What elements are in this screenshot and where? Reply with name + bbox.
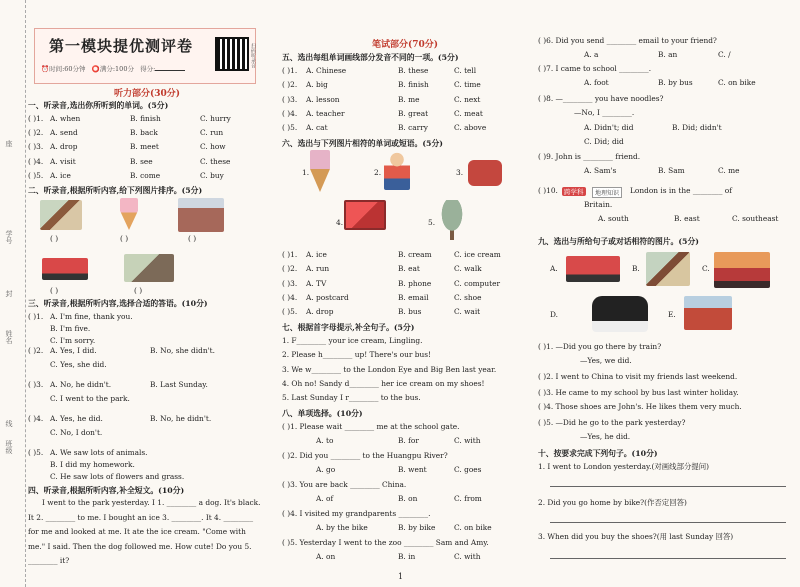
q3-option-a-1: A. I'm fine, thank you.: [50, 312, 133, 321]
q8-option-b-10: B. east: [674, 214, 700, 223]
q6-option-c-3: C. computer: [454, 278, 501, 288]
q10-item-1: 1. I went to London yesterday.(对画线部分提问): [538, 462, 710, 471]
q6-option-a-5: A. drop: [306, 307, 334, 317]
q8-option-c-3: C. from: [454, 494, 482, 503]
q8-question-10[interactable]: ( )10.: [538, 186, 558, 195]
q6-option-a-3: A. TV: [306, 278, 327, 288]
q8-option-b-1: B. for: [398, 436, 419, 445]
q8-question-4[interactable]: ( )4. I visited my grandparents ________.: [282, 509, 431, 518]
q5-number-2[interactable]: ( )2.: [282, 80, 298, 90]
q3-option-a-2: A. Yes, I did.: [50, 346, 97, 355]
q6-number-1[interactable]: ( )1.: [282, 250, 298, 259]
great-wall-image: [40, 200, 82, 230]
pic-label-4: 4.: [336, 218, 344, 227]
q2-blank-4[interactable]: ( ): [50, 286, 59, 295]
q3-option-c-3: C. I went to the park.: [50, 394, 130, 403]
q7-item-5[interactable]: 5. Last Sunday I r________ to the bus.: [282, 393, 421, 403]
q5-option-a-5: A. cat: [306, 123, 328, 133]
train-picture: [714, 252, 770, 288]
qr-code[interactable]: [215, 37, 256, 71]
q9-label-d: D.: [550, 310, 559, 319]
q5-option-a-1: A. Chinese: [306, 66, 347, 75]
q5-option-b-2: B. finish: [398, 80, 429, 90]
written-heading: 笔试部分(70分): [371, 40, 439, 50]
q6-number-2[interactable]: ( )2.: [282, 264, 298, 274]
telephone-picture: [468, 160, 502, 186]
q5-number-3[interactable]: ( )3.: [282, 94, 298, 104]
q10-answer-line-3[interactable]: [550, 558, 786, 559]
class-label: 班级: [5, 440, 13, 454]
q1-option-b-4: B. see: [130, 156, 153, 166]
tree-picture: [436, 200, 468, 240]
q2-blank-3[interactable]: ( ): [188, 234, 197, 243]
q1-option-b-3: B. meet: [130, 142, 159, 152]
q9-item-4[interactable]: ( )3. He came to my school by bus last winter holiday.: [538, 388, 739, 397]
q1-option-c-2: C. run: [200, 128, 224, 138]
q5-option-a-2: A. big: [306, 80, 328, 90]
q3-option-c-1: C. I'm sorry.: [50, 336, 96, 345]
q5-option-c-1: C. tell: [454, 66, 477, 75]
q10-title: 十、按要求完成下列句子。(10分): [538, 449, 658, 458]
q7-title: 七、根据首字母提示,补全句子。(5分): [282, 323, 415, 332]
q9-label-b: B.: [632, 264, 640, 273]
q8-option-a-6: A. a: [584, 50, 599, 59]
q3-option-a-4: A. Yes, he did.: [50, 414, 103, 423]
q8-question-1[interactable]: ( )1. Please wait ________ me at the school gate.: [282, 422, 460, 431]
exam-meta: [41, 63, 185, 73]
q6-option-a-4: A. postcard: [306, 292, 349, 302]
q1-number-4[interactable]: ( )4.: [28, 156, 44, 166]
q5-number-1[interactable]: ( )1.: [282, 66, 298, 75]
q6-option-b-4: B. email: [398, 292, 429, 302]
q3-option-a-3: A. No, he didn't.: [50, 380, 112, 389]
q8-question-line2-8: —No, I ________.: [574, 108, 635, 117]
q8-question-7[interactable]: ( )7. I came to school ________.: [538, 64, 652, 73]
q3-title: 三、听录音,根据所听内容,选择合适的答语。(10分): [28, 299, 208, 308]
running-boy-picture: [384, 152, 410, 190]
q8-option-b-9: B. Sam: [658, 166, 685, 175]
q8-question-rest-10: London is in the ________ of: [630, 186, 732, 195]
shoes-picture: [592, 296, 648, 332]
q9-label-a: A.: [550, 264, 558, 273]
pic-label-1: 1.: [302, 168, 310, 177]
q5-option-c-2: C. time: [454, 80, 481, 90]
q9-title: 九、选出与所给句子或对话相符的图片。(5分): [538, 237, 699, 246]
q3-number-1[interactable]: ( )1.: [28, 312, 44, 321]
q8-option-a-2: A. go: [316, 465, 336, 474]
q2-title: 二、听录音,根据所听内容,给下列图片排序。(5分): [28, 186, 203, 195]
scenery-image: [124, 254, 174, 282]
time-label: ⏰时间:60分钟: [41, 65, 86, 73]
q6-option-b-2: B. eat: [398, 264, 420, 274]
q8-question-5[interactable]: ( )5. Yesterday I went to the zoo ________ Sam and Amy.: [282, 538, 489, 547]
q1-option-c-1: C. hurry: [200, 114, 231, 123]
q2-blank-2[interactable]: ( ): [120, 234, 129, 243]
q8-option-b-8: B. Did; didn't: [672, 123, 722, 132]
q6-option-c-1: C. ice cream: [454, 250, 501, 259]
q1-number-1[interactable]: ( )1.: [28, 114, 44, 123]
page-title: 第一模块提优测评卷: [49, 37, 194, 55]
q5-number-5[interactable]: ( )5.: [282, 123, 298, 133]
q7-item-3[interactable]: 3. We w________ to the London Eye and Big Ben last year.: [282, 364, 497, 374]
q6-title: 六、选出与下列图片相符的单词或短语。(5分): [282, 139, 443, 148]
q9-item-1[interactable]: ( )1. —Did you go there by train?: [538, 342, 662, 351]
q6-option-c-2: C. walk: [454, 264, 482, 274]
q6-option-a-1: A. ice: [306, 250, 327, 259]
q9-item-2: —Yes, we did.: [580, 356, 632, 365]
score-label: ⭕满分:100分: [91, 65, 134, 73]
q8-option-b-6: B. an: [658, 50, 678, 59]
q8-question-line2-10: Britain.: [584, 200, 613, 209]
q7-item-1[interactable]: 1. F________ your ice cream, Lingling.: [282, 336, 423, 345]
q9-label-e: E.: [668, 310, 676, 319]
q5-option-b-3: B. me: [398, 94, 420, 104]
q3-number-2[interactable]: ( )2.: [28, 346, 44, 355]
title-box: [34, 28, 256, 84]
q8-option-b-4: B. by bike: [398, 523, 436, 532]
qr-note: 扫码听录音: [250, 43, 256, 68]
q8-option-a-9: A. Sam's: [584, 166, 617, 175]
q8-question-8[interactable]: ( )8. —________ you have noodles?: [538, 94, 664, 103]
q8-option-a-10: A. south: [598, 214, 629, 223]
q1-option-a-1: A. when: [50, 114, 81, 123]
q3-number-4[interactable]: ( )4.: [28, 414, 44, 423]
seat-label: 座: [5, 140, 13, 147]
pic-label-3: 3.: [456, 168, 464, 177]
q1-option-a-2: A. send: [50, 128, 78, 138]
q8-option-c-10: C. southeast: [732, 214, 779, 223]
q5-option-c-4: C. meat: [454, 108, 483, 118]
q5-option-a-4: A. teacher: [306, 108, 345, 118]
q5-option-b-5: B. carry: [398, 123, 428, 133]
q3-option-b-4: B. No, he didn't.: [150, 414, 212, 423]
q10-answer-line-2[interactable]: [550, 522, 786, 523]
q6-option-b-5: B. bus: [398, 307, 422, 317]
q3-option-b-3: B. Last Sunday.: [150, 380, 208, 389]
q10-item-3: 3. When did you buy the shoes?(用 last Sunday 回答): [538, 532, 734, 541]
q8-option-b-3: B. on: [398, 494, 418, 503]
q7-item-4[interactable]: 4. Oh no! Sandy d________ her ice cream on my shoes!: [282, 378, 485, 388]
q3-option-c-4: C. No, I don't.: [50, 428, 103, 437]
q1-option-b-2: B. back: [130, 128, 158, 138]
temple-picture: [684, 296, 732, 330]
q2-blank-5[interactable]: ( ): [134, 286, 143, 295]
q10-item-2: 2. Did you go home by bike?(作否定回答): [538, 498, 687, 507]
q1-number-3[interactable]: ( )3.: [28, 142, 44, 152]
q8-option-a-5: A. on: [316, 552, 336, 561]
ice-cream-image: [120, 198, 138, 230]
q9-item-5[interactable]: ( )4. Those shoes are John's. He likes them very much.: [538, 402, 742, 411]
line-label: 线: [5, 420, 13, 427]
q8-question-2[interactable]: ( )2. Did you ________ to the Huangpu River?: [282, 451, 448, 460]
q1-option-c-5: C. buy: [200, 170, 224, 180]
q1-title: 一、听录音,选出你所听到的单词。(5分): [28, 101, 169, 110]
pic-label-5: 5.: [428, 218, 436, 227]
q8-option-c-5: C. with: [454, 552, 481, 561]
great-wall-picture: [646, 252, 690, 286]
q8-option-c-2: C. goes: [454, 465, 482, 474]
student-no-label: 学号: [5, 230, 13, 244]
page-number: 1: [398, 572, 404, 581]
q6-number-3[interactable]: ( )3.: [282, 278, 298, 288]
castle-image: [178, 198, 224, 232]
q8-option-c-6: C. /: [718, 50, 731, 59]
column-1: [28, 0, 266, 587]
q8-question-6[interactable]: ( )6. Did you send ________ email to your friend?: [538, 36, 717, 45]
q8-option-a-4: A. by the bike: [316, 523, 368, 532]
q8-option-a-8: A. Didn't; did: [584, 123, 634, 132]
q6-option-c-4: C. shoe: [454, 292, 482, 302]
interdisciplinary-badge: 跨学科: [564, 188, 584, 196]
q8-option-b-7: B. by bus: [658, 78, 693, 87]
q9-item-6[interactable]: ( )5. —Did he go to the park yesterday?: [538, 418, 686, 427]
q8-option-c-9: C. me: [718, 166, 740, 175]
q8-question-3[interactable]: ( )3. You are back ________ China.: [282, 480, 407, 489]
pic-label-2: 2.: [374, 168, 382, 177]
q1-option-b-5: B. come: [130, 170, 161, 180]
bus-picture: [566, 256, 620, 282]
q9-item-7: —Yes, he did.: [580, 432, 631, 441]
bus-image: [42, 258, 88, 280]
q8-option-c-8: C. Did; did: [584, 137, 624, 146]
seal-label: 封: [5, 290, 13, 297]
got-label: 得分:: [140, 65, 156, 73]
q3-option-b-1: B. I'm five.: [50, 324, 91, 333]
ice-cream-picture: [310, 150, 330, 192]
q8-option-a-7: A. foot: [584, 78, 609, 87]
q8-option-b-2: B. went: [398, 465, 427, 474]
q1-number-2[interactable]: ( )2.: [28, 128, 44, 138]
q5-option-c-5: C. above: [454, 123, 487, 133]
q10-answer-line-1[interactable]: [550, 486, 786, 487]
column-2: [280, 0, 530, 587]
q8-option-c-1: C. with: [454, 436, 481, 445]
q1-option-a-5: A. ice: [50, 170, 71, 180]
listening-heading: 听力部分(30分): [113, 89, 181, 99]
q1-option-b-1: B. finish: [130, 114, 161, 123]
q5-title: 五、选出每组单词画线部分发音不同的一项。(5分): [282, 53, 459, 62]
q1-option-a-4: A. visit: [50, 156, 76, 166]
q1-option-c-3: C. how: [200, 142, 226, 152]
q5-option-b-4: B. great: [398, 108, 429, 118]
q6-option-a-2: A. run: [306, 264, 330, 274]
q9-label-c: C.: [702, 264, 710, 273]
q6-option-b-3: B. phone: [398, 278, 432, 288]
q5-option-b-1: B. these: [398, 66, 429, 75]
q8-option-b-5: B. in: [398, 552, 416, 561]
column-3: [536, 0, 794, 587]
q6-number-5[interactable]: ( )5.: [282, 307, 298, 317]
q3-option-b-5: B. I did my homework.: [50, 460, 135, 469]
q8-option-a-1: A. to: [316, 436, 334, 445]
q8-option-c-7: C. on bike: [718, 78, 756, 87]
q8-question-9[interactable]: ( )9. John is ________ friend.: [538, 152, 641, 161]
q2-blank-1[interactable]: ( ): [50, 234, 59, 243]
binding-margin: [0, 0, 26, 587]
q9-item-3[interactable]: ( )2. I went to China to visit my friends last weekend.: [538, 372, 738, 381]
q6-option-c-5: C. wait: [454, 307, 481, 317]
q1-number-5[interactable]: ( )5.: [28, 170, 44, 180]
q6-number-4[interactable]: ( )4.: [282, 292, 298, 302]
q1-option-c-4: C. these: [200, 156, 231, 166]
name-label: 姓名: [5, 330, 13, 344]
q3-option-a-5: A. We saw lots of animals.: [50, 448, 148, 457]
q4-passage: I went to the park yesterday. I 1. ________ a dog. It's black. It 2. ________ to me. I bought an ice 3. ________. It 4. ________ for me and looked at me. It ate the ice cream. "Come with me." I said. Then the dog followed me. How cute! Do you 5. ________ it?: [28, 498, 261, 565]
q8-option-a-3: A. of: [316, 494, 334, 503]
q8-title: 八、单项选择。(10分): [282, 409, 363, 418]
q4-title: 四、听录音,根据所听内容,补全短文。(10分): [28, 486, 185, 495]
q5-option-c-3: C. next: [454, 94, 481, 104]
email-picture: [344, 200, 386, 230]
q3-number-5[interactable]: ( )5.: [28, 448, 44, 457]
q3-number-3[interactable]: ( )3.: [28, 380, 44, 389]
q1-option-a-3: A. drop: [50, 142, 78, 152]
q5-number-4[interactable]: ( )4.: [282, 108, 298, 118]
q3-option-b-2: B. No, she didn't.: [150, 346, 215, 355]
q7-item-2[interactable]: 2. Please h________ up! There's our bus!: [282, 350, 432, 360]
geography-badge: 地理知识: [592, 187, 622, 198]
q8-option-c-4: C. on bike: [454, 523, 492, 532]
q5-option-a-3: A. lesson: [306, 94, 340, 104]
q3-option-c-2: C. Yes, she did.: [50, 360, 107, 369]
q3-option-c-5: C. He saw lots of flowers and grass.: [50, 472, 185, 481]
q6-option-b-1: B. cream: [398, 250, 432, 259]
